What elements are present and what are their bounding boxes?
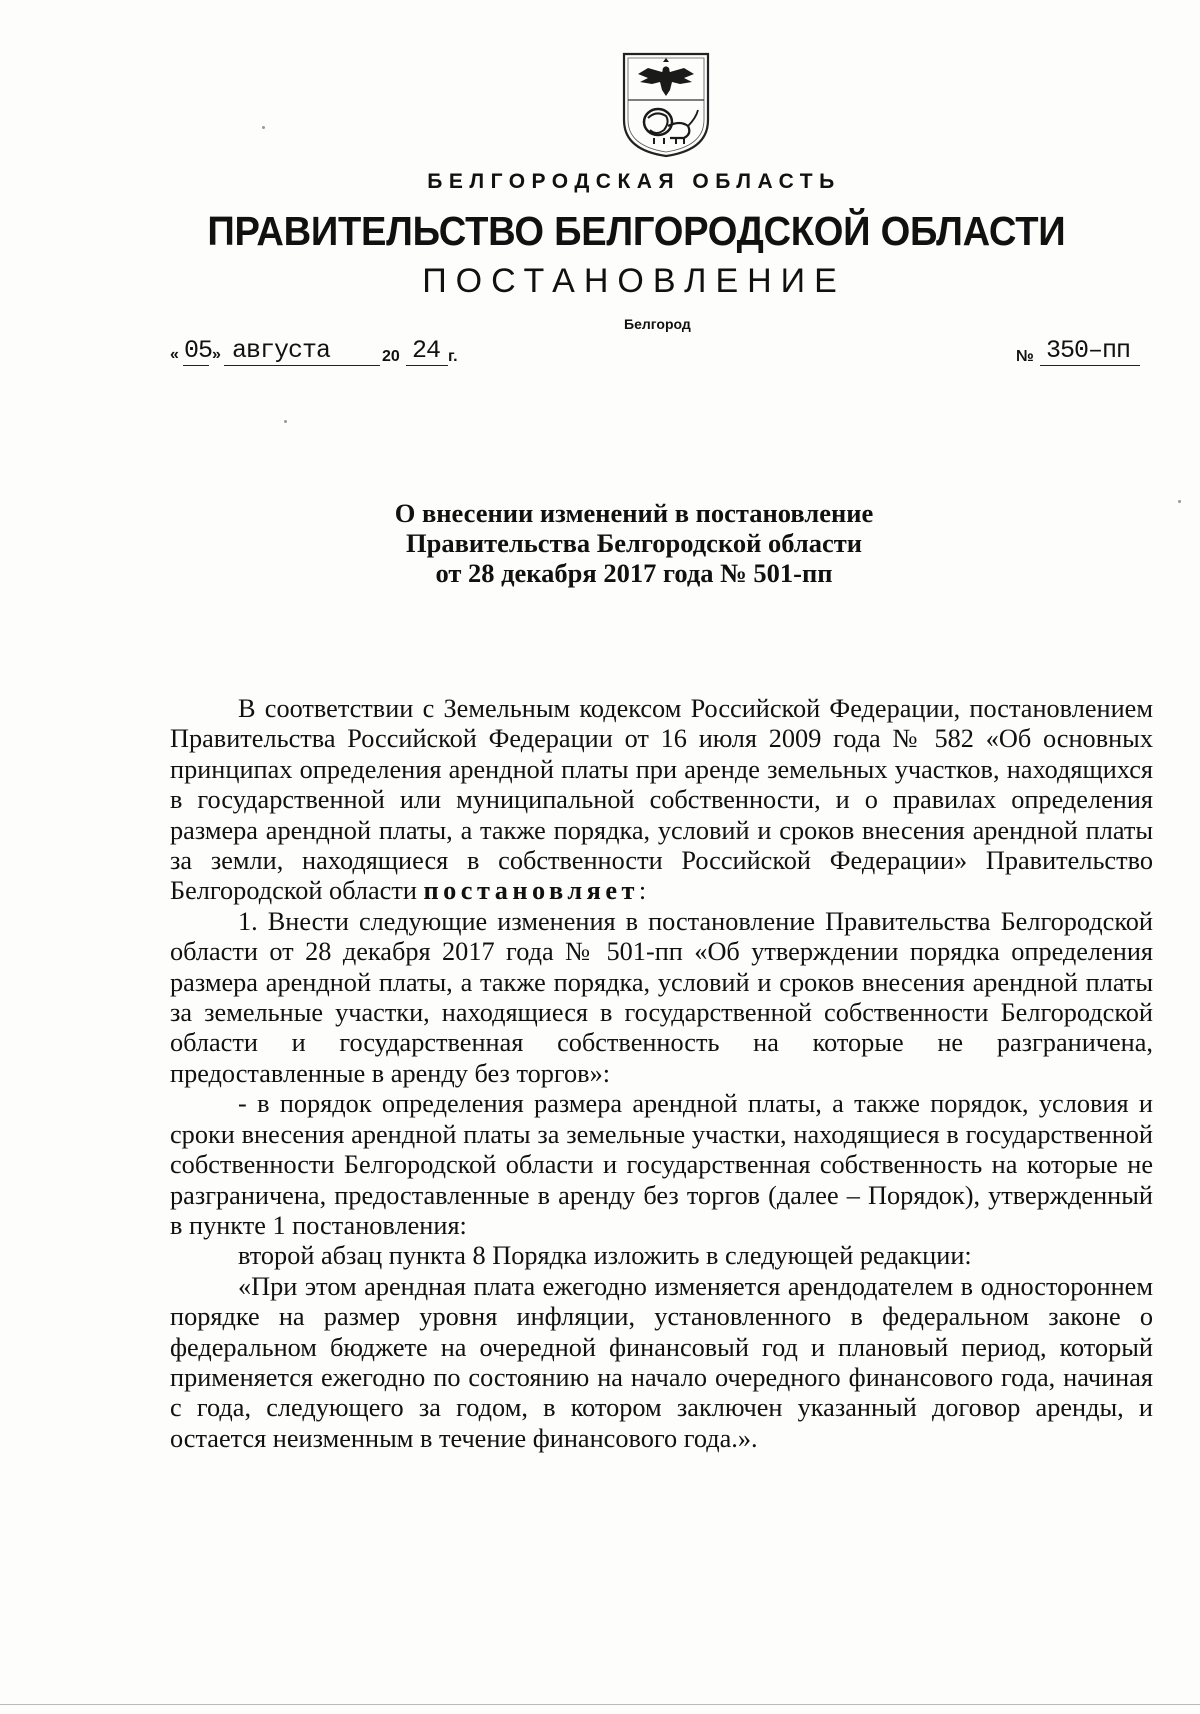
body-paragraph: 1. Внести следующие изменения в постановление Правительства Белгородской области от 28 декабря 2017 года № 501-пп «Об утверждении порядка определения размера арендной платы, а также порядка, условий и сроков внесения арендной платы за земельные участки, находящиеся в государственной собственности Белгородской области и государственная собственность на которые не разграничена, предоставленные в аренду без торгов»: bbox=[170, 906, 1153, 1088]
decree-keyword: постановляет bbox=[423, 876, 639, 906]
date-year: 24 bbox=[412, 336, 441, 365]
date-underline bbox=[406, 365, 448, 366]
scan-speck bbox=[262, 126, 265, 129]
title-line: О внесении изменений в постановление bbox=[394, 498, 874, 528]
document-type: ПОСТАНОВЛЕНИЕ bbox=[422, 262, 846, 300]
coat-of-arms-emblem bbox=[618, 50, 714, 160]
body-paragraph: «При этом арендная плата ежегодно изменяется арендодателем в одностороннем порядке на размер уровня инфляции, установленного в федеральном законе о федеральном бюджете на очередной финансовый год и плановый период, который применяется ежегодно по состоянию на начало очередного финансового года, начиная с года, следующего за годом, в котором заключен указанный договор аренды, и остается неизменным в течение финансового года.». bbox=[170, 1271, 1153, 1453]
paragraph-text: В соответствии с Земельным кодексом Российской Федерации, постановлением Правительства Российской Федерации от 16 июля 2009 года № 582 «Об основных принципах определения арендной платы при аренде земельных участков, находящихся в государственной или муниципальной собственности, и о правилах определения размера арендной платы, а также порядка, условий и сроков внесения арендной платы за земли, находящиеся в собственности Российской Федерации» Правительство Белгородской области bbox=[170, 694, 1153, 906]
date-year-suffix: г. bbox=[448, 348, 458, 365]
date-century: 20 bbox=[382, 348, 400, 365]
scan-speck bbox=[1178, 500, 1181, 503]
date-day: 05 bbox=[184, 336, 213, 365]
date-close-quote: » bbox=[212, 346, 221, 363]
title-line: Правительства Белгородской области bbox=[405, 528, 863, 558]
number-underline bbox=[1040, 365, 1140, 366]
number-sign: № bbox=[1016, 348, 1034, 365]
body-paragraph bbox=[170, 694, 1153, 907]
keyword-colon: : bbox=[638, 876, 647, 906]
scan-speck bbox=[284, 420, 287, 423]
document-body bbox=[170, 694, 1153, 1454]
government-name: ПРАВИТЕЛЬСТВО БЕЛГОРОДСКОЙ ОБЛАСТИ bbox=[207, 208, 1066, 254]
document-title bbox=[0, 498, 1200, 588]
date-underline bbox=[183, 365, 209, 366]
city-name: Белгород bbox=[624, 316, 691, 332]
date-open-quote: « bbox=[170, 346, 179, 363]
region-name: БЕЛГОРОДСКАЯ ОБЛАСТЬ bbox=[427, 170, 841, 193]
body-paragraph: второй абзац пункта 8 Порядка изложить в следующей редакции: bbox=[238, 1241, 972, 1271]
scan-edge-line bbox=[0, 1704, 1200, 1705]
date-month: августа bbox=[232, 336, 331, 365]
title-line: от 28 декабря 2017 года № 501-пп bbox=[435, 558, 833, 588]
date-number-line bbox=[170, 336, 1140, 376]
date-underline bbox=[224, 365, 380, 366]
document-number: 350–пп bbox=[1046, 336, 1131, 365]
body-paragraph: - в порядок определения размера арендной платы, а также порядок, условия и сроки внесения арендной платы за земельные участки, находящиеся в государственной собственности Белгородской области и государственная собственность на которые не разграничена, предоставленные в аренду без торгов (далее – Порядок), утвержденный в пункте 1 постановления: bbox=[170, 1089, 1153, 1240]
